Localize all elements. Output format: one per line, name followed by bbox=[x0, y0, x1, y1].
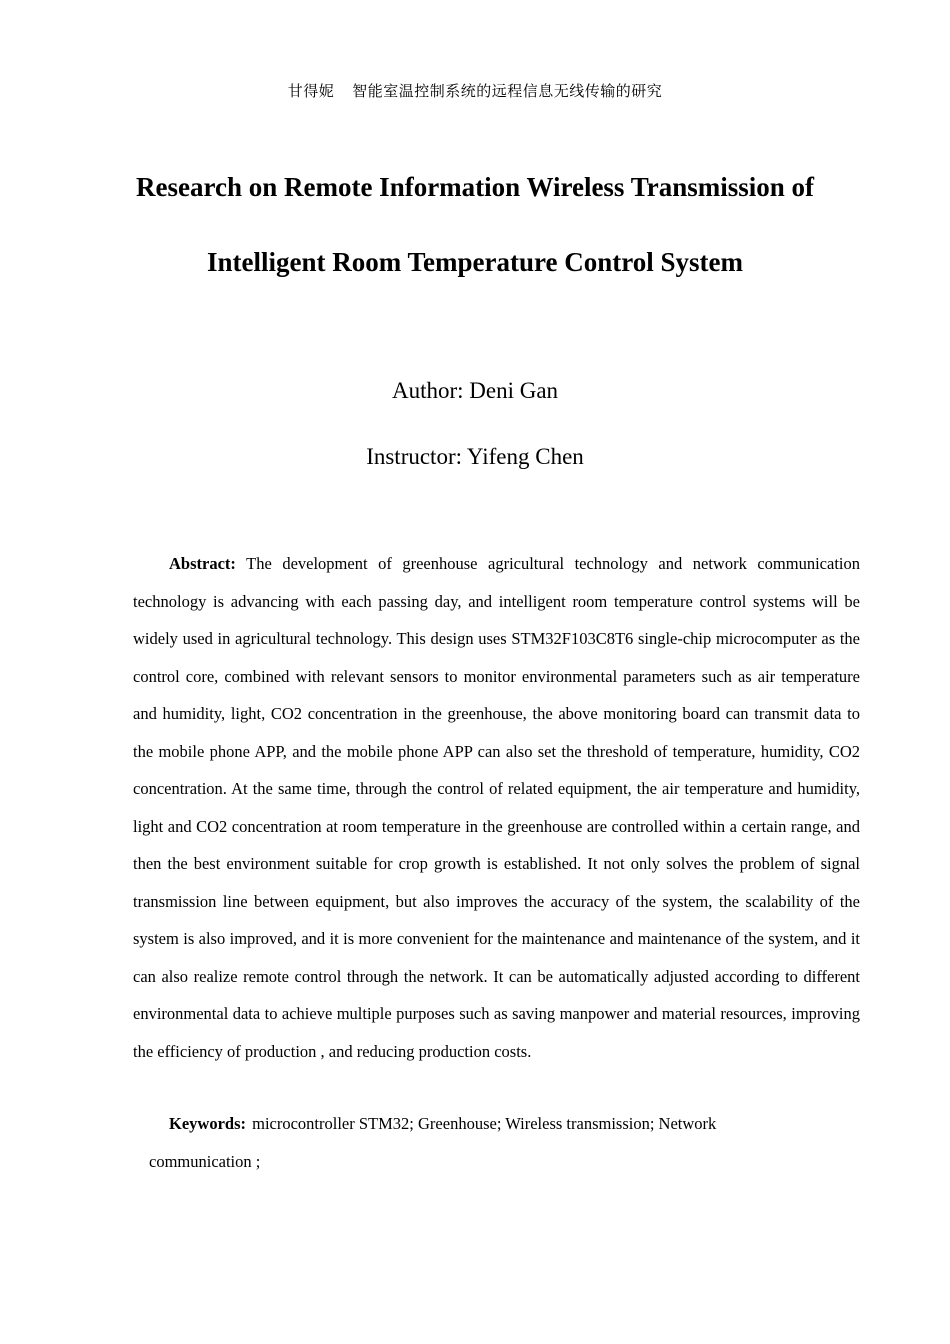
abstract-paragraph bbox=[133, 545, 860, 1070]
abstract-label: Abstract: bbox=[169, 554, 236, 573]
keywords-line2: communication ; bbox=[149, 1151, 261, 1171]
keywords-line1: microcontroller STM32; Greenhouse; Wireless transmission; Network bbox=[252, 1114, 717, 1133]
byline-author: Author: Deni Gan bbox=[391, 378, 559, 403]
running-header bbox=[0, 80, 950, 101]
page-title bbox=[90, 150, 860, 300]
page-title-line2: Intelligent Room Temperature Control System bbox=[207, 247, 743, 277]
abstract-text: The development of greenhouse agricultural technology and network communication technology is advancing with each passing day, and intelligent room temperature control systems will be widely used in agricultural technology. This design uses STM32F103C8T6 single-chip microcomputer as the control core, combined with relevant sensors to monitor environmental parameters such as air temperature and humidity, light, CO2 concentration in the greenhouse, the above monitoring board can transmit data to the mobile phone APP, and the mobile phone APP can also set the threshold of temperature, humidity, CO2 concentration. At the same time, through the control of related equipment, the air temperature and humidity, light and CO2 concentration at room temperature in the greenhouse are controlled within a certain range, and then the best environment suitable for crop growth is established. It not only solves the problem of signal transmission line between equipment, but also improves the accuracy of the system, the scalability of the system is also improved, and it is more convenient for the maintenance and maintenance of the system, and it can also realize remote control through the network. It can be automatically adjusted according to different environmental data to achieve multiple purposes such as saving manpower and material resources, improving the efficiency of production , and reducing production costs. bbox=[133, 554, 861, 1061]
page-title-line1: Research on Remote Information Wireless Transmission of bbox=[136, 172, 814, 202]
keywords-label: Keywords: bbox=[169, 1114, 246, 1133]
byline bbox=[0, 358, 950, 490]
byline-instructor: Instructor: Yifeng Chen bbox=[366, 444, 584, 469]
keywords-paragraph bbox=[133, 1105, 860, 1180]
running-header-author: 甘得妮 bbox=[287, 82, 335, 100]
running-header-title: 智能室温控制系统的远程信息无线传输的研究 bbox=[352, 82, 663, 100]
